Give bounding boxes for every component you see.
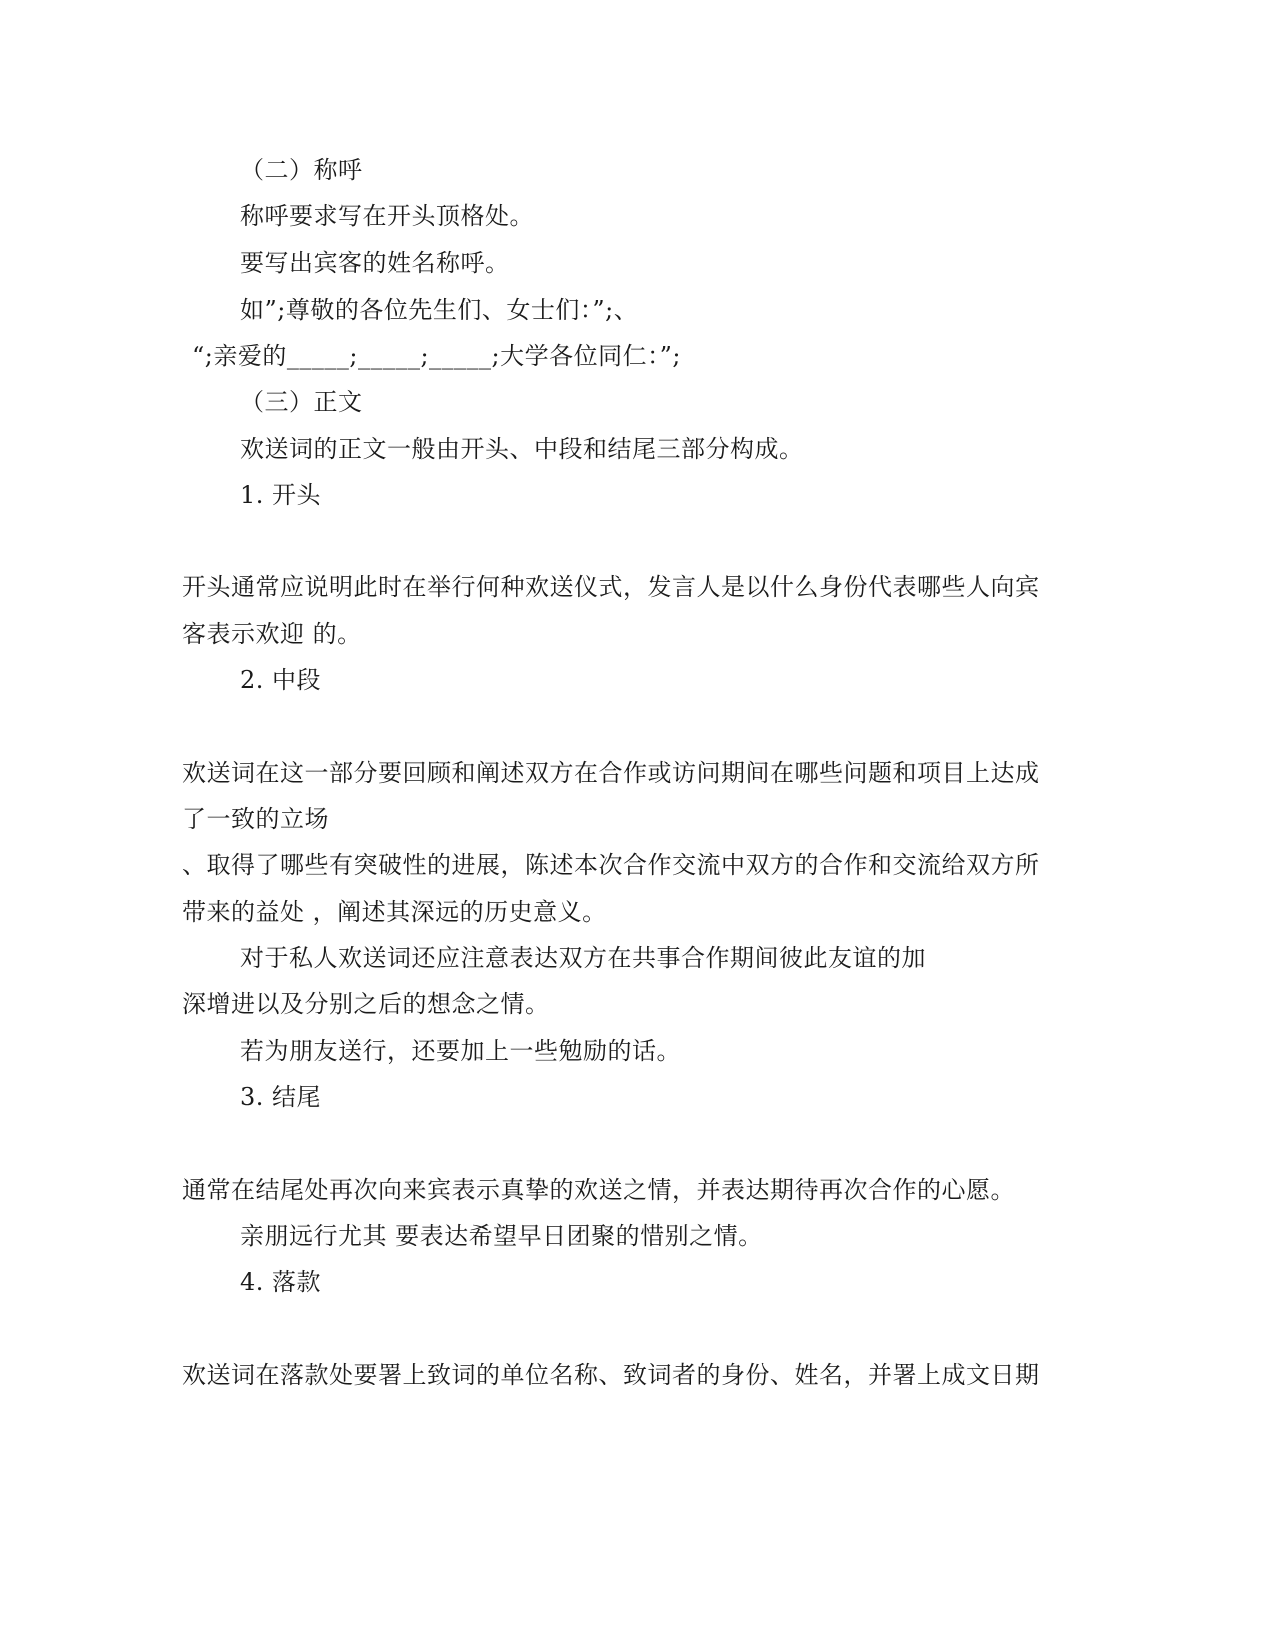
paragraph-line: 客表示欢迎 的。 <box>182 620 362 648</box>
paragraph-line: 带来的益处 ，阐述其深远的历史意义。 <box>182 898 607 926</box>
paragraph-line: 、取得了哪些有突破性的进展，陈述本次合作交流中双方的合作和交流给双方所 <box>182 851 1040 879</box>
subheading-middle: 2. 中段 <box>240 666 322 694</box>
paragraph-line: 通常在结尾处再次向来宾表示真挚的欢送之情，并表达期待再次合作的心愿。 <box>182 1176 1015 1204</box>
section-heading-body: （三）正文 <box>240 388 363 416</box>
paragraph-line: 如”;尊敬的各位先生们、女士们：”;、 <box>240 296 639 324</box>
paragraph-line: 对于私人欢送词还应注意表达双方在共事合作期间彼此友谊的加 <box>240 944 926 972</box>
paragraph-line: 欢送词的正文一般由开头、中段和结尾三部分构成。 <box>240 435 804 463</box>
paragraph-line: 称呼要求写在开头顶格处。 <box>240 202 534 230</box>
paragraph-line: 深增进以及分别之后的想念之情。 <box>182 990 550 1018</box>
subheading-opening: 1. 开头 <box>240 481 322 509</box>
paragraph-line: 若为朋友送行，还要加上一些勉励的话。 <box>240 1037 681 1065</box>
subheading-signature: 4. 落款 <box>240 1268 322 1296</box>
paragraph-line: 亲朋远行尤其 要表达希望早日团聚的惜别之情。 <box>240 1222 763 1250</box>
paragraph-line: 欢送词在这一部分要回顾和阐述双方在合作或访问期间在哪些问题和项目上达成 <box>182 759 1040 787</box>
paragraph-line: “;亲爱的_____;_____;_____;大学各位同仁：”; <box>192 342 681 370</box>
section-heading-salutation: （二）称呼 <box>240 156 363 184</box>
paragraph-line: 开头通常应说明此时在举行何种欢送仪式，发言人是以什么身份代表哪些人向宾 <box>182 573 1040 601</box>
paragraph-line: 了一致的立场 <box>182 805 329 833</box>
paragraph-line: 欢送词在落款处要署上致词的单位名称、致词者的身份、姓名，并署上成文日期 <box>182 1361 1040 1389</box>
paragraph-line: 要写出宾客的姓名称呼。 <box>240 249 510 277</box>
subheading-ending: 3. 结尾 <box>240 1083 322 1111</box>
